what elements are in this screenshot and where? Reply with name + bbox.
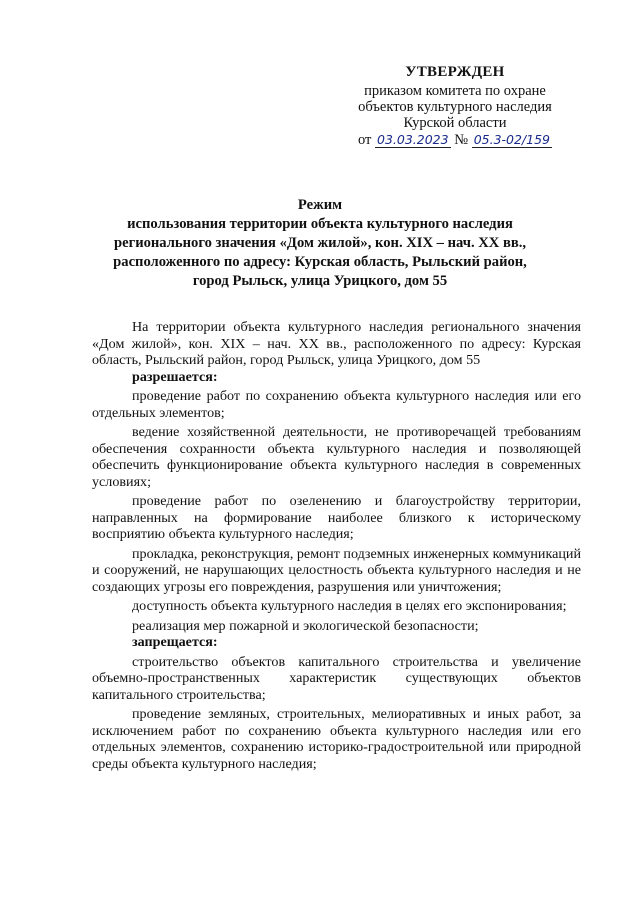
forbidden-item: проведение земляных, строительных, мелиоративных и иных работ, за исключением работ по сохранению объекта культурного наследия или его отдельных элементов, сохранению историко-градостроительной или природной среды объекта культурного наследия;: [92, 706, 581, 772]
allowed-item: проведение работ по озеленению и благоустройству территории, направленных на формирование наиболее близкого к историческому восприятию объекта культурного наследия;: [92, 493, 581, 542]
approval-stamp: [330, 64, 580, 148]
approval-heading: УТВЕРЖДЕН: [405, 64, 505, 80]
intro-paragraph: На территории объекта культурного наследия регионального значения «Дом жилой», кон. XIX – нач. XX вв., расположенного по адресу: Курская область, Рыльский район, город Рыльск, улица Урицкого, дом 55: [92, 319, 581, 368]
approval-line-1: приказом комитета по охране: [364, 83, 546, 99]
title-line-3: регионального значения «Дом жилой», кон. XIX – нач. XX вв.,: [113, 235, 527, 251]
approval-line-3: Курской области: [403, 115, 507, 131]
allowed-heading: разрешается:: [132, 368, 218, 385]
number-prefix: №: [454, 132, 469, 148]
allowed-item: ведение хозяйственной деятельности, не противоречащей требованиям обеспечения сохранности объекта культурного наследия и позволяющей обеспечить функционирование объекта культурного наследия в современных условиях;: [92, 424, 581, 490]
title-line-4: расположенного по адресу: Курская область, Рыльский район,: [113, 254, 527, 270]
allowed-item: реализация мер пожарной и экологической безопасности;: [132, 617, 479, 634]
approval-date-number-row: [358, 132, 552, 148]
allowed-item: прокладка, реконструкция, ремонт подземных инженерных коммуникаций и сооружений, не нарушающих целостность объекта культурного наследия и не создающих угрозы его повреждения, разрушения или уничтожения;: [92, 545, 581, 595]
date-prefix: от: [357, 132, 372, 148]
allowed-item: проведение работ по сохранению объекта культурного наследия или его отдельных элементов;: [92, 388, 581, 421]
document-title: [90, 196, 550, 291]
title-line-2: использования территории объекта культурного наследия: [127, 216, 513, 232]
forbidden-heading: запрещается:: [132, 634, 218, 650]
allowed-item: доступность объекта культурного наследия в целях его экспонирования;: [132, 598, 567, 614]
handwritten-date: 03.03.2023: [377, 132, 449, 147]
document-body: [92, 319, 581, 772]
title-line-1: Режим: [297, 197, 343, 213]
forbidden-item: строительство объектов капитального строительства и увеличение объемно-пространственных характеристик существующих объектов капитального строительства;: [92, 653, 581, 703]
approval-line-2: объектов культурного наследия: [358, 99, 552, 115]
handwritten-number: 05.3-02/159: [473, 132, 551, 147]
title-line-5: город Рыльск, улица Урицкого, дом 55: [192, 273, 448, 289]
